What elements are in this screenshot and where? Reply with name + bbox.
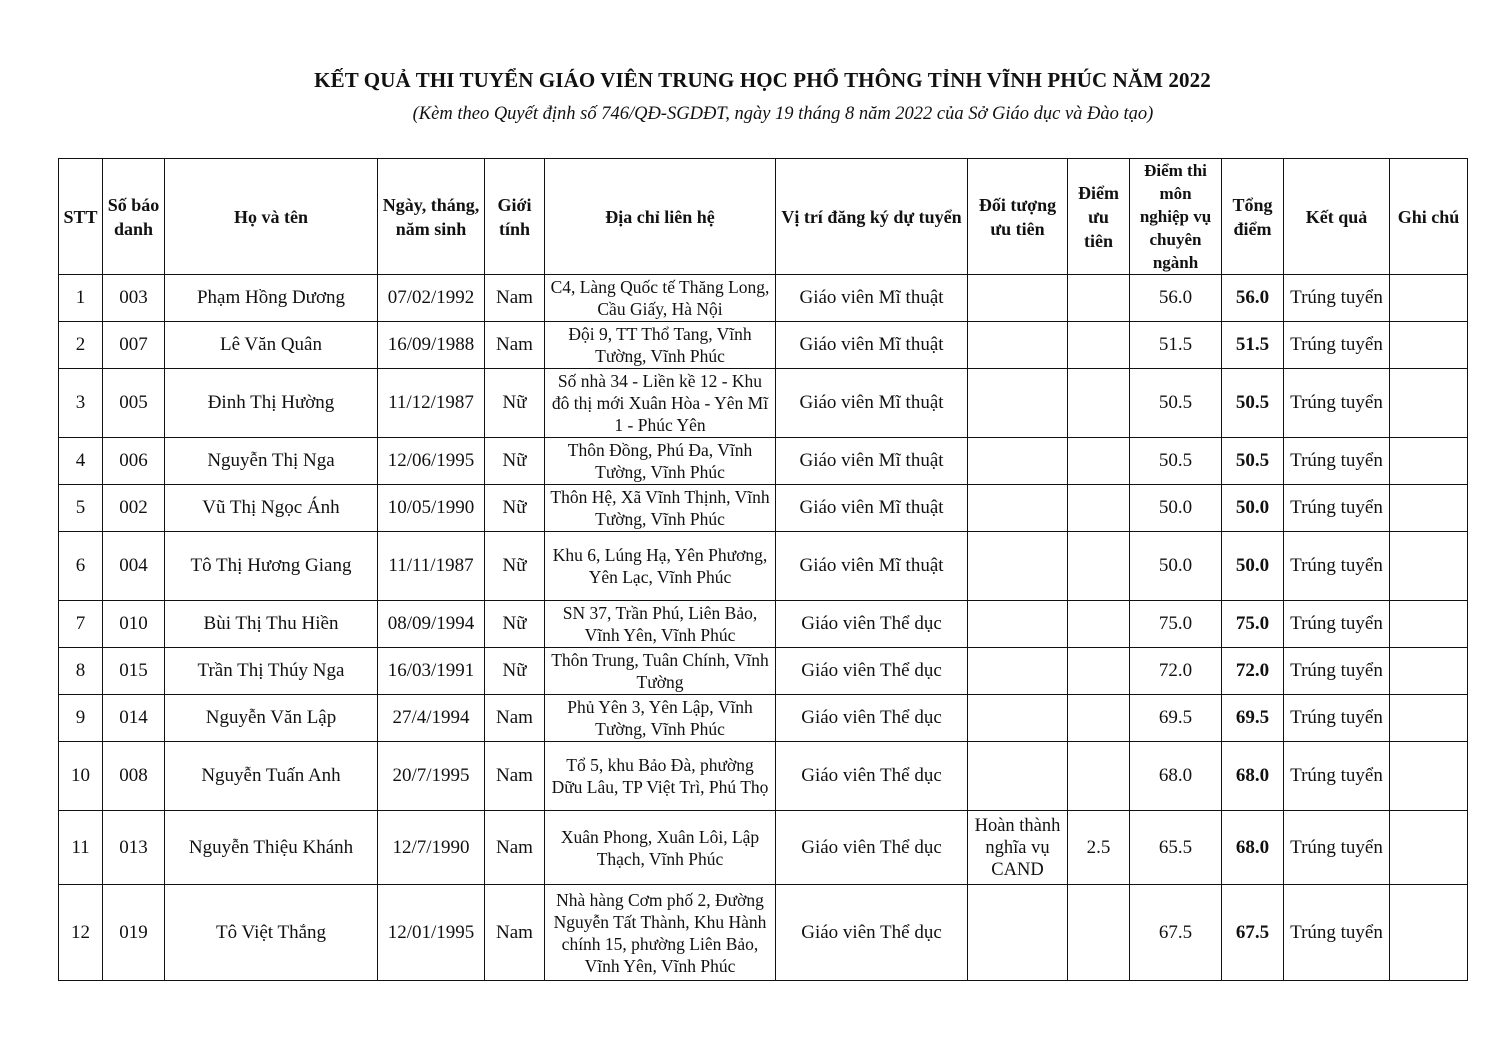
cell-address-line: Tường, Vĩnh Phúc — [595, 462, 725, 482]
cell-name: Lê Văn Quân — [165, 322, 378, 369]
cell-stt: 4 — [59, 438, 103, 485]
document-title: KẾT QUẢ THI TUYỂN GIÁO VIÊN TRUNG HỌC PHỔ THÔNG TỈNH VĨNH PHÚC NĂM 2022 — [314, 68, 1211, 92]
cell-address — [545, 485, 776, 532]
cell-dob: 20/7/1995 — [378, 742, 485, 811]
header-text-line: môn — [1159, 184, 1192, 203]
cell-exam-score: 51.5 — [1130, 322, 1222, 369]
table-row — [59, 438, 1468, 485]
cell-exam-score: 69.5 — [1130, 695, 1222, 742]
cell-address-line: Tường — [636, 672, 684, 692]
cell-so-bao-danh: 014 — [103, 695, 165, 742]
cell-sex: Nam — [485, 742, 545, 811]
table-row — [59, 601, 1468, 648]
cell-address-line: Tường, Vĩnh Phúc — [595, 346, 725, 366]
cell-sex: Nam — [485, 695, 545, 742]
header-text-line: Ghi chú — [1397, 206, 1460, 227]
header-text-line: ưu tiên — [990, 218, 1045, 239]
header-stt — [59, 159, 103, 275]
cell-result: Trúng tuyển — [1284, 275, 1390, 322]
header-text-line: tiên — [1084, 230, 1113, 251]
cell-total-score: 51.5 — [1222, 322, 1284, 369]
cell-priority-group — [968, 532, 1068, 601]
header-text-line: Vị trí đăng ký dự tuyển — [781, 206, 962, 227]
cell-priority-group — [968, 369, 1068, 438]
cell-address-line: Thôn Đồng, Phú Đa, Vĩnh — [567, 440, 753, 460]
cell-name: Nguyễn Tuấn Anh — [165, 742, 378, 811]
header-diem-uu-tien — [1068, 159, 1130, 275]
cell-total-score: 67.5 — [1222, 885, 1284, 981]
header-ngay-sinh — [378, 159, 485, 275]
header-dia-chi — [545, 159, 776, 275]
header-text-line: Địa chỉ liên hệ — [605, 206, 715, 227]
cell-position: Giáo viên Thể dục — [776, 695, 968, 742]
cell-so-bao-danh: 002 — [103, 485, 165, 532]
cell-priority-points — [1068, 885, 1130, 981]
cell-address-line: Thạch, Vĩnh Phúc — [596, 848, 724, 869]
table-row — [59, 532, 1468, 601]
cell-exam-score: 67.5 — [1130, 885, 1222, 981]
header-text-line: Giới — [497, 194, 532, 215]
cell-sex: Nam — [485, 885, 545, 981]
header-text-line: Điểm — [1078, 182, 1119, 203]
cell-priority-points — [1068, 532, 1130, 601]
cell-name: Nguyễn Thiệu Khánh — [165, 811, 378, 885]
header-ghi-chu — [1390, 159, 1468, 275]
cell-stt: 7 — [59, 601, 103, 648]
cell-note — [1390, 601, 1468, 648]
cell-total-score: 75.0 — [1222, 601, 1284, 648]
cell-address — [545, 695, 776, 742]
cell-address-line: 1 - Phúc Yên — [614, 415, 706, 435]
table-row — [59, 648, 1468, 695]
cell-address-line: chính 15, phường Liên Bảo, — [561, 933, 759, 954]
cell-address — [545, 369, 776, 438]
header-text-line: Kết quả — [1305, 206, 1368, 227]
cell-dob: 11/12/1987 — [378, 369, 485, 438]
cell-name: Đinh Thị Hường — [165, 369, 378, 438]
cell-priority-group — [968, 695, 1068, 742]
cell-stt: 1 — [59, 275, 103, 322]
cell-so-bao-danh: 004 — [103, 532, 165, 601]
cell-stt: 10 — [59, 742, 103, 811]
cell-priority-group — [968, 601, 1068, 648]
cell-address — [545, 438, 776, 485]
cell-dob: 11/11/1987 — [378, 532, 485, 601]
cell-exam-score: 75.0 — [1130, 601, 1222, 648]
cell-address-line: Cầu Giấy, Hà Nội — [597, 299, 723, 319]
cell-dob: 12/01/1995 — [378, 885, 485, 981]
cell-address-line: Dữu Lâu, TP Việt Trì, Phú Thọ — [551, 777, 769, 797]
cell-result: Trúng tuyển — [1284, 369, 1390, 438]
cell-total-score: 50.0 — [1222, 485, 1284, 532]
cell-stt: 3 — [59, 369, 103, 438]
cell-address-line: Đội 9, TT Thổ Tang, Vĩnh — [568, 324, 752, 344]
cell-sex: Nam — [485, 322, 545, 369]
cell-name: Trần Thị Thúy Nga — [165, 648, 378, 695]
cell-note — [1390, 275, 1468, 322]
cell-note — [1390, 811, 1468, 885]
cell-position: Giáo viên Thể dục — [776, 601, 968, 648]
cell-address-line: Số nhà 34 - Liền kề 12 - Khu — [557, 371, 763, 391]
cell-position: Giáo viên Mĩ thuật — [776, 485, 968, 532]
cell-note — [1390, 742, 1468, 811]
cell-exam-score: 65.5 — [1130, 811, 1222, 885]
cell-exam-score: 50.5 — [1130, 438, 1222, 485]
cell-address — [545, 601, 776, 648]
header-text-line: danh — [113, 218, 154, 239]
cell-note — [1390, 695, 1468, 742]
cell-stt: 11 — [59, 811, 103, 885]
cell-exam-score: 50.5 — [1130, 369, 1222, 438]
cell-exam-score: 72.0 — [1130, 648, 1222, 695]
cell-priority-group — [968, 275, 1068, 322]
header-text-line: năm sinh — [395, 218, 467, 239]
cell-priority-points — [1068, 648, 1130, 695]
cell-address-line: Thôn Hệ, Xã Vĩnh Thịnh, Vĩnh — [550, 487, 770, 507]
cell-address-line: C4, Làng Quốc tế Thăng Long, — [550, 277, 770, 297]
cell-so-bao-danh: 013 — [103, 811, 165, 885]
header-text-line: chuyên — [1149, 230, 1202, 249]
cell-priority-group — [968, 485, 1068, 532]
cell-result: Trúng tuyển — [1284, 742, 1390, 811]
cell-address — [545, 811, 776, 885]
cell-so-bao-danh: 007 — [103, 322, 165, 369]
cell-note — [1390, 485, 1468, 532]
cell-address-line: Vĩnh Yên, Vĩnh Phúc — [584, 955, 736, 976]
header-text-line: Tổng — [1232, 194, 1273, 215]
cell-priority-group — [968, 322, 1068, 369]
cell-position: Giáo viên Mĩ thuật — [776, 438, 968, 485]
header-vi-tri — [776, 159, 968, 275]
cell-name: Phạm Hồng Dương — [165, 275, 378, 322]
table-row — [59, 811, 1468, 885]
cell-exam-score: 50.0 — [1130, 485, 1222, 532]
header-tong-diem — [1222, 159, 1284, 275]
cell-so-bao-danh: 015 — [103, 648, 165, 695]
cell-priority-points — [1068, 695, 1130, 742]
cell-exam-score: 68.0 — [1130, 742, 1222, 811]
cell-position: Giáo viên Thể dục — [776, 648, 968, 695]
cell-stt: 5 — [59, 485, 103, 532]
cell-position: Giáo viên Mĩ thuật — [776, 322, 968, 369]
cell-dob: 10/05/1990 — [378, 485, 485, 532]
header-text-line: Ngày, tháng, — [382, 194, 480, 215]
header-doi-tuong-uu-tien — [968, 159, 1068, 275]
header-text-line: ngành — [1152, 253, 1199, 272]
cell-result: Trúng tuyển — [1284, 438, 1390, 485]
cell-address-line: Tổ 5, khu Bảo Đà, phường — [566, 755, 754, 775]
cell-note — [1390, 885, 1468, 981]
cell-name: Bùi Thị Thu Hiền — [165, 601, 378, 648]
cell-address-line: Nguyễn Tất Thành, Khu Hành — [553, 911, 767, 932]
cell-priority-group — [968, 742, 1068, 811]
cell-result: Trúng tuyển — [1284, 648, 1390, 695]
cell-address-line: Vĩnh Yên, Vĩnh Phúc — [584, 625, 736, 645]
cell-address — [545, 885, 776, 981]
cell-sex: Nam — [485, 275, 545, 322]
cell-total-score: 72.0 — [1222, 648, 1284, 695]
header-ho-va-ten — [165, 159, 378, 275]
cell-priority-points — [1068, 438, 1130, 485]
cell-name: Vũ Thị Ngọc Ánh — [165, 485, 378, 532]
cell-stt: 2 — [59, 322, 103, 369]
cell-result: Trúng tuyển — [1284, 885, 1390, 981]
table-row — [59, 695, 1468, 742]
cell-stt: 9 — [59, 695, 103, 742]
cell-address-line: Yên Lạc, Vĩnh Phúc — [588, 567, 732, 587]
cell-priority-group — [968, 438, 1068, 485]
cell-so-bao-danh: 019 — [103, 885, 165, 981]
header-text-line: Số báo — [107, 194, 160, 215]
cell-dob: 16/09/1988 — [378, 322, 485, 369]
table-header-row — [59, 159, 1468, 275]
table-row — [59, 322, 1468, 369]
cell-total-score: 69.5 — [1222, 695, 1284, 742]
cell-address — [545, 742, 776, 811]
table-row — [59, 275, 1468, 322]
cell-so-bao-danh: 008 — [103, 742, 165, 811]
cell-address — [545, 648, 776, 695]
cell-address — [545, 275, 776, 322]
cell-result: Trúng tuyển — [1284, 811, 1390, 885]
cell-position: Giáo viên Mĩ thuật — [776, 369, 968, 438]
cell-priority-group — [968, 811, 1068, 885]
cell-address-line: Nhà hàng Cơm phố 2, Đường — [556, 889, 764, 910]
cell-total-score: 68.0 — [1222, 811, 1284, 885]
cell-dob: 27/4/1994 — [378, 695, 485, 742]
cell-result: Trúng tuyển — [1284, 601, 1390, 648]
cell-address-line: Khu 6, Lúng Hạ, Yên Phương, — [552, 545, 768, 565]
cell-exam-score: 56.0 — [1130, 275, 1222, 322]
cell-sex: Nữ — [485, 438, 545, 485]
cell-stt: 8 — [59, 648, 103, 695]
cell-note — [1390, 532, 1468, 601]
cell-position: Giáo viên Thể dục — [776, 885, 968, 981]
cell-sex: Nữ — [485, 532, 545, 601]
cell-note — [1390, 648, 1468, 695]
cell-priority-points: 2.5 — [1068, 811, 1130, 885]
header-text-line: Họ và tên — [234, 206, 308, 227]
cell-sex: Nữ — [485, 601, 545, 648]
cell-address-line: Tường, Vĩnh Phúc — [595, 509, 725, 529]
cell-note — [1390, 438, 1468, 485]
cell-total-score: 56.0 — [1222, 275, 1284, 322]
header-ket-qua — [1284, 159, 1390, 275]
table-row — [59, 885, 1468, 981]
cell-name: Tô Thị Hương Giang — [165, 532, 378, 601]
header-text-line: ưu — [1088, 206, 1109, 227]
document-subtitle: (Kèm theo Quyết định số 746/QĐ-SGDĐT, ngày 19 tháng 8 năm 2022 của Sở Giáo dục và Đào tạo) — [412, 104, 1154, 124]
cell-note — [1390, 322, 1468, 369]
header-gioi-tinh — [485, 159, 545, 275]
cell-name: Nguyễn Văn Lập — [165, 695, 378, 742]
results-table — [58, 158, 1468, 981]
cell-priority-points — [1068, 275, 1130, 322]
cell-sex: Nam — [485, 811, 545, 885]
cell-dob: 07/02/1992 — [378, 275, 485, 322]
header-text-line: STT — [63, 206, 98, 227]
cell-priority-group — [968, 885, 1068, 981]
cell-dob: 16/03/1991 — [378, 648, 485, 695]
cell-total-score: 68.0 — [1222, 742, 1284, 811]
cell-result: Trúng tuyển — [1284, 322, 1390, 369]
cell-address-line: Xuân Phong, Xuân Lôi, Lập — [560, 826, 760, 847]
cell-address-line: Tường, Vĩnh Phúc — [595, 719, 725, 739]
cell-position: Giáo viên Mĩ thuật — [776, 532, 968, 601]
cell-total-score: 50.5 — [1222, 438, 1284, 485]
cell-address-line: Thôn Trung, Tuân Chính, Vĩnh — [551, 650, 769, 670]
header-diem-thi — [1130, 159, 1222, 275]
cell-sex: Nữ — [485, 648, 545, 695]
cell-priority-group — [968, 648, 1068, 695]
cell-address-line: Phủ Yên 3, Yên Lập, Vĩnh — [567, 697, 753, 717]
cell-so-bao-danh: 003 — [103, 275, 165, 322]
cell-address-line: SN 37, Trần Phú, Liên Bảo, — [562, 603, 758, 623]
cell-result: Trúng tuyển — [1284, 485, 1390, 532]
cell-priority-group-line: Hoàn thành — [974, 815, 1061, 836]
cell-so-bao-danh: 005 — [103, 369, 165, 438]
cell-address-line: đô thị mới Xuân Hòa - Yên Mĩ — [551, 393, 769, 413]
cell-priority-points — [1068, 322, 1130, 369]
cell-so-bao-danh: 006 — [103, 438, 165, 485]
cell-dob: 12/06/1995 — [378, 438, 485, 485]
cell-priority-group-line: nghĩa vụ — [985, 837, 1050, 858]
cell-total-score: 50.5 — [1222, 369, 1284, 438]
cell-exam-score: 50.0 — [1130, 532, 1222, 601]
cell-priority-points — [1068, 601, 1130, 648]
table-row — [59, 742, 1468, 811]
header-text-line: điểm — [1233, 218, 1272, 239]
cell-priority-group-line: CAND — [991, 859, 1044, 880]
header-text-line: nghiệp vụ — [1139, 207, 1212, 226]
cell-name: Nguyễn Thị Nga — [165, 438, 378, 485]
cell-priority-points — [1068, 485, 1130, 532]
cell-stt: 6 — [59, 532, 103, 601]
cell-dob: 08/09/1994 — [378, 601, 485, 648]
cell-so-bao-danh: 010 — [103, 601, 165, 648]
cell-address — [545, 532, 776, 601]
cell-dob: 12/7/1990 — [378, 811, 485, 885]
cell-sex: Nữ — [485, 485, 545, 532]
cell-address — [545, 322, 776, 369]
header-text-line: tính — [498, 218, 531, 239]
cell-result: Trúng tuyển — [1284, 695, 1390, 742]
cell-note — [1390, 369, 1468, 438]
header-text-line: Điểm thi — [1144, 161, 1207, 180]
cell-stt: 12 — [59, 885, 103, 981]
header-so-bao-danh — [103, 159, 165, 275]
cell-priority-points — [1068, 369, 1130, 438]
cell-position: Giáo viên Mĩ thuật — [776, 275, 968, 322]
header-text-line: Đối tượng — [978, 194, 1057, 215]
table-row — [59, 369, 1468, 438]
cell-sex: Nữ — [485, 369, 545, 438]
table-row — [59, 485, 1468, 532]
cell-priority-points — [1068, 742, 1130, 811]
cell-name: Tô Việt Thắng — [165, 885, 378, 981]
cell-position: Giáo viên Thể dục — [776, 811, 968, 885]
cell-position: Giáo viên Thể dục — [776, 742, 968, 811]
cell-result: Trúng tuyển — [1284, 532, 1390, 601]
cell-total-score: 50.0 — [1222, 532, 1284, 601]
